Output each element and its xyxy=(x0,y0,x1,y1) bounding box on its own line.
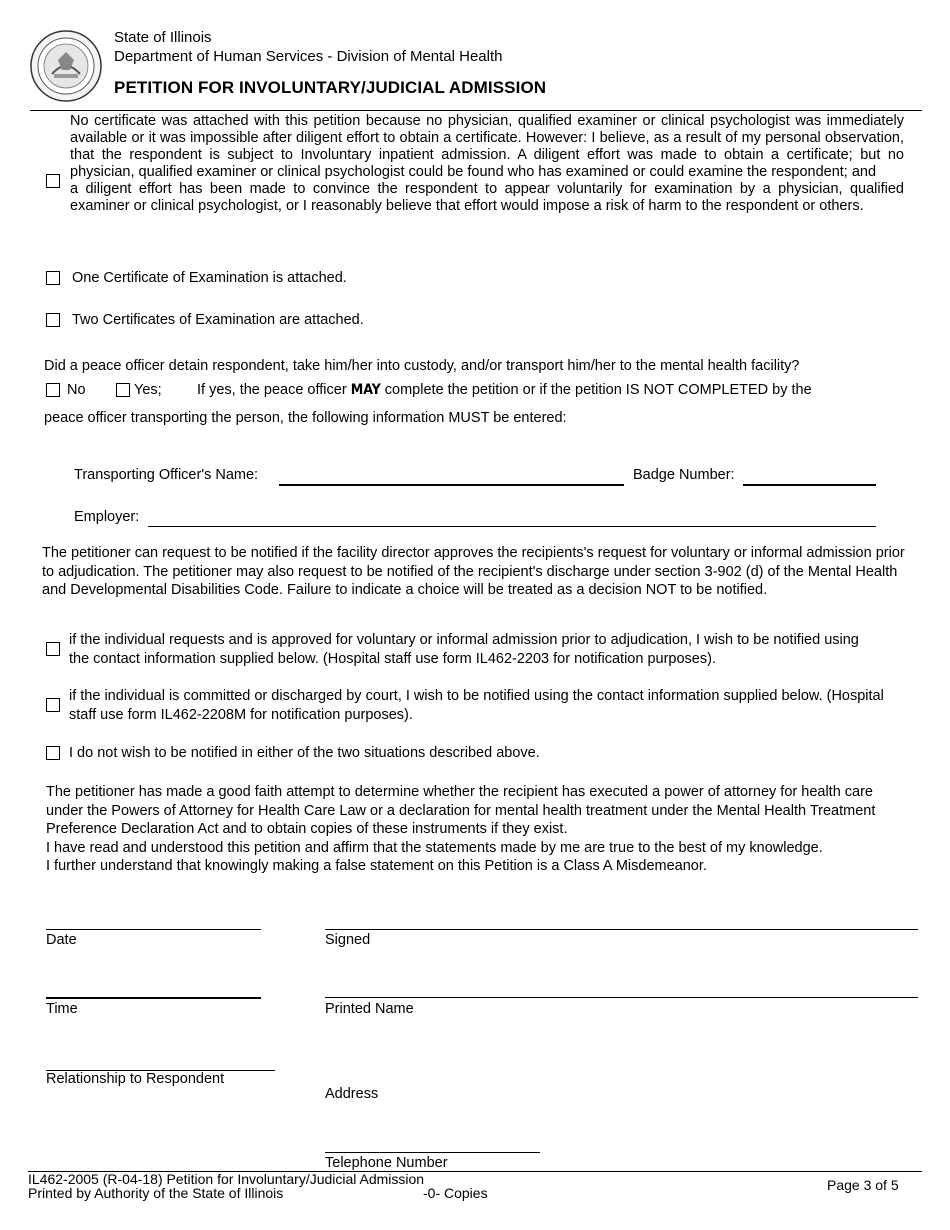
two-certificates-label: Two Certificates of Examination are attached. xyxy=(72,312,364,328)
badge-number-input[interactable] xyxy=(745,465,877,483)
printed-name-label: Printed Name xyxy=(325,1001,414,1017)
no-certificate-text xyxy=(70,113,904,215)
no-certificate-paragraph-2: a diligent effort has been made to convince the respondent to appear voluntarily for examination by a physician, qualified examiner or clinical psychologist, or I reasonably believe that effort would impose a risk of harm to the respondent or others. xyxy=(70,181,904,214)
officer-name-line xyxy=(279,484,624,486)
peace-officer-question: Did a peace officer detain respondent, take him/her into custody, and/or transport him/her to the mental health facility? xyxy=(44,358,800,374)
page-title: PETITION FOR INVOLUNTARY/JUDICIAL ADMISSION xyxy=(114,78,547,97)
date-line xyxy=(46,929,261,930)
note-post: complete the petition or if the petition IS NOT COMPLETED by the xyxy=(380,382,812,398)
notification-intro: The petitioner can request to be notified if the facility director approves the recipients's request for voluntary or informal admission prior to adjudication. The petitioner may also request to be notified of the recipient's discharge under section 3-902 (d) of the Mental Health and Developmental Disabilities Code. Failure to indicate a choice will be treated as a decision NOT to be notified. xyxy=(42,545,905,598)
no-certificate-paragraph-1: No certificate was attached with this petition because no physician, qualified examiner or clinical psychologist was immediately available or it was impossible after diligent effort to obtain a certificate. However: I believe, as a result of my personal observation, that the respondent is subject to Involuntary inpatient admission. A diligent effort was made to obtain a certificate; but no physician, qualified examiner or clinical psychologist could be found who has examined or could examine the respondent; and xyxy=(70,113,904,180)
footer-page-number: Page 3 of 5 xyxy=(827,1177,899,1193)
telephone-input[interactable] xyxy=(327,1133,541,1151)
printed-name-line xyxy=(325,997,918,998)
peace-officer-no-checkbox[interactable] xyxy=(46,383,60,397)
signed-line xyxy=(325,929,918,930)
officer-name-label: Transporting Officer's Name: xyxy=(74,467,259,483)
peace-officer-yes-label: Yes; xyxy=(134,382,162,398)
date-input[interactable] xyxy=(48,910,262,928)
employer-line xyxy=(148,526,876,527)
peace-officer-note xyxy=(197,382,812,399)
telephone-label: Telephone Number xyxy=(325,1155,448,1171)
officer-name-input[interactable] xyxy=(281,465,625,483)
peace-officer-yes-checkbox[interactable] xyxy=(116,383,130,397)
notify-committed-checkbox[interactable] xyxy=(46,698,60,712)
two-certificates-checkbox[interactable] xyxy=(46,313,60,327)
signed-label: Signed xyxy=(325,932,371,948)
time-input[interactable] xyxy=(48,978,262,996)
signed-input[interactable] xyxy=(327,910,919,928)
one-certificate-label: One Certificate of Examination is attached. xyxy=(72,270,347,286)
one-certificate-checkbox[interactable] xyxy=(46,271,60,285)
date-label: Date xyxy=(46,932,77,948)
affirmation-misdemeanor: I further understand that knowingly making a false statement on this Petition is a Class A Misdemeanor. xyxy=(46,858,707,874)
header-state: State of Illinois xyxy=(114,29,212,46)
time-label: Time xyxy=(46,1001,78,1017)
employer-label: Employer: xyxy=(74,509,140,525)
affirmation-true: I have read and understood this petition and affirm that the statements made by me are true to the best of my knowledge. xyxy=(46,839,823,856)
affirmation-text xyxy=(46,783,908,876)
telephone-line xyxy=(325,1152,540,1153)
affirmation-poa: The petitioner has made a good faith attempt to determine whether the recipient has executed a power of attorney for health care under the Powers of Attorney for Health Care Law or a declaration for mental health treatment under the Mental Health Treatment Preference Declaration Act and to obtain copies of these instruments if they exist. xyxy=(46,784,876,837)
notify-voluntary-checkbox[interactable] xyxy=(46,642,60,656)
state-seal-logo xyxy=(30,30,102,102)
relationship-label: Relationship to Respondent xyxy=(46,1071,225,1087)
badge-number-label: Badge Number: xyxy=(633,467,735,483)
time-line xyxy=(46,997,261,999)
relationship-input[interactable] xyxy=(48,1051,276,1069)
note-may: MAY xyxy=(350,382,381,398)
address-label: Address xyxy=(325,1086,379,1102)
employer-input[interactable] xyxy=(150,507,876,525)
footer-copies: -0- Copies xyxy=(423,1185,488,1201)
printed-name-input[interactable] xyxy=(327,978,919,996)
badge-number-line xyxy=(743,484,876,486)
note-pre: If yes, the peace officer xyxy=(197,382,351,398)
footer-authority: Printed by Authority of the State of Illinois xyxy=(28,1185,284,1201)
no-notification-checkbox[interactable] xyxy=(46,746,60,760)
no-notification-label: I do not wish to be notified in either of the two situations described above. xyxy=(69,745,540,761)
header-rule xyxy=(30,110,922,111)
peace-officer-note-line2: peace officer transporting the person, the following information MUST be entered: xyxy=(44,410,567,426)
peace-officer-no-label: No xyxy=(67,382,86,398)
notify-voluntary-label: if the individual requests and is approved for voluntary or informal admission prior to adjudication, I wish to be notified using the contact information supplied below. (Hospital staff use form IL462-2203 for notification purposes). xyxy=(69,632,859,667)
notify-committed-label: if the individual is committed or discharged by court, I wish to be notified using the contact information supplied below. (Hospital staff use form IL462-2208M for notification purposes). xyxy=(69,688,884,723)
header-department: Department of Human Services - Division of Mental Health xyxy=(114,48,503,65)
footer-form-id: IL462-2005 (R-04-18) Petition for Involuntary/Judicial Admission xyxy=(28,1171,425,1187)
no-certificate-checkbox[interactable] xyxy=(46,174,60,188)
